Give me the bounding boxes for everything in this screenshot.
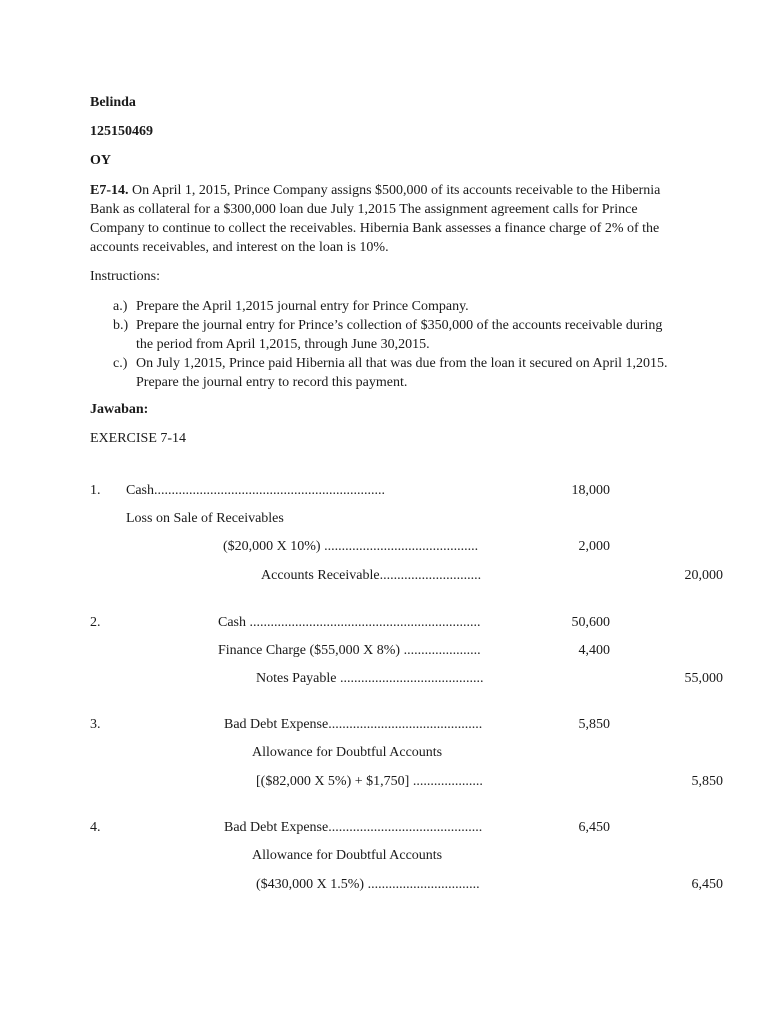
entry-account: Cash..................................................................: [126, 483, 385, 498]
instructions-title: Instructions:: [90, 269, 160, 284]
entry-number: 4.: [90, 820, 101, 835]
entry-account: Bad Debt Expense............................................: [224, 717, 483, 732]
credit-amount: 20,000: [684, 568, 723, 583]
entry-account: Finance Charge ($55,000 X 8%) ......................: [218, 643, 481, 658]
entry-account: Accounts Receivable.............................: [261, 568, 482, 583]
instruction-item: [113, 354, 673, 392]
instruction-text: Prepare the journal entry for Prince’s collection of $350,000 of the accounts receivable during the period from April 1,2015, through June 30,2015.: [136, 318, 663, 352]
entry-number: 1.: [90, 483, 101, 498]
instruction-item: [113, 316, 673, 354]
credit-amount: 55,000: [684, 671, 723, 686]
entry-account: Cash ..................................................................: [218, 615, 481, 630]
instruction-marker: b.): [113, 318, 129, 333]
debit-amount: 6,450: [578, 820, 610, 835]
instructions-list: [113, 297, 673, 392]
instruction-marker: c.): [113, 356, 128, 371]
debit-amount: 18,000: [571, 483, 610, 498]
entry-number: 3.: [90, 717, 101, 732]
entry-calculation: ($430,000 X 1.5%) ................................: [256, 877, 480, 892]
credit-amount: 5,850: [691, 774, 723, 789]
entry-calculation: [($82,000 X 5%) + $1,750] ....................: [256, 774, 483, 789]
credit-amount: 6,450: [691, 877, 723, 892]
instruction-item: [113, 297, 673, 316]
debit-amount: 2,000: [578, 539, 610, 554]
entry-account: Allowance for Doubtful Accounts: [252, 848, 443, 863]
instruction-text: On July 1,2015, Prince paid Hibernia all that was due from the loan it secured on April 1,2015. Prepare the journal entry to record this payment.: [136, 356, 668, 390]
entry-account: Allowance for Doubtful Accounts: [252, 745, 443, 760]
debit-amount: 50,600: [571, 615, 610, 630]
instruction-text: Prepare the April 1,2015 journal entry for Prince Company.: [136, 299, 469, 314]
entry-account: Bad Debt Expense............................................: [224, 820, 483, 835]
class-code: OY: [90, 153, 111, 168]
problem-text: On April 1, 2015, Prince Company assigns $500,000 of its accounts receivable to the Hibernia Bank as collateral for a $300,000 loan due July 1,2015 The assignment agreement calls for Prince Company to continue to collect the receivables. Hibernia Bank assesses a finance charge of 2% of the accounts receivables, and interest on the loan is 10%.: [90, 183, 661, 255]
debit-amount: 4,400: [578, 643, 610, 658]
problem-label: E7-14.: [90, 183, 129, 198]
debit-amount: 5,850: [578, 717, 610, 732]
student-name: Belinda: [90, 95, 136, 110]
problem-paragraph: [90, 181, 690, 257]
entry-calculation: ($20,000 X 10%) ............................................: [223, 539, 479, 554]
entry-account: Notes Payable .........................................: [256, 671, 484, 686]
entry-number: 2.: [90, 615, 101, 630]
entry-account: Loss on Sale of Receivables: [126, 511, 284, 526]
student-id: 125150469: [90, 124, 153, 139]
answer-heading: Jawaban:: [90, 402, 149, 417]
instruction-marker: a.): [113, 299, 128, 314]
exercise-title: EXERCISE 7-14: [90, 431, 187, 446]
